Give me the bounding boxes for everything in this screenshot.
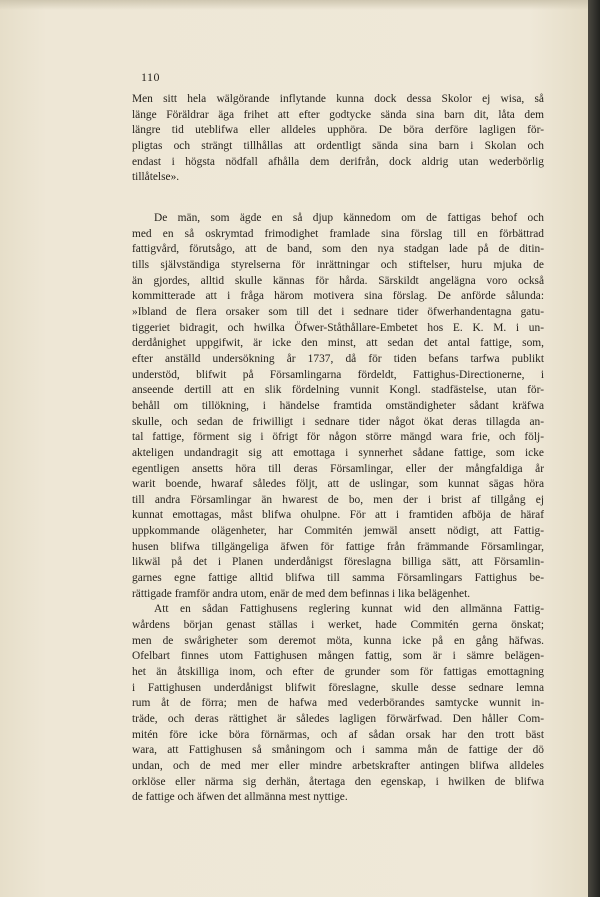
text-line: de fattige och äfwen det allmänna mest nyttige.: [132, 791, 348, 804]
text-line: tills självständiga styrelserna för inrättningar och stiftelser, huru mjuka de: [132, 258, 544, 271]
paragraph-2: [132, 211, 544, 806]
text-line: De män, som ägde en så djup kännedom om de fattigas behof och: [154, 212, 544, 224]
text-line: husen blifwa tillgängeliga äfwen för fattige från främmande Församlingar,: [132, 540, 544, 553]
text-line: rättigade framför andra utom, enär de med dem befinnas i lika belägenhet.: [132, 587, 471, 600]
text-line: men de swårigheter som deremot möta, kunna icke på en gång häfwas.: [132, 634, 544, 647]
text-line: tillåtelse».: [132, 171, 180, 184]
text-line: derdånighet uppgifwit, är icke den minst, att sedan det antal fattige, som,: [132, 337, 544, 350]
paragraph-1: [132, 92, 544, 186]
text-line: wara, att Fattighusen så småningom och i samma mån de fattige der dö: [132, 744, 544, 757]
text-line: fattigvård, förutsågo, att de band, som den nya stadgan lade på de ditin-: [132, 243, 544, 256]
text-line: endast i högsta nödfall afhålla dem derifrån, dock aldrig utan wederbörlig: [132, 155, 544, 168]
text-line: Men sitt hela wälgörande inflytande kunna dock dessa Skolor ej wisa, så: [132, 93, 544, 105]
text-line: längre tid uteblifwa eller alldeles upphöra. De böra derföre lagligen för-: [132, 124, 544, 137]
text-line: wårdens början genast ställas i werket, hade Commitén gerna önskat;: [132, 619, 544, 632]
page-top-shadow: [0, 0, 588, 10]
page-number: 110: [141, 70, 161, 84]
text-line: het än åtskilliga inom, och efter de grunder som för fattigas emottagning: [132, 666, 544, 679]
text-line: kunnat emottagas, måst blifwa ohulpne. För att i framtiden afböja de häraf: [132, 509, 544, 522]
text-line: länge Föräldrar äga frihet att efter godtycke sända sina barn dit, låta dem: [132, 108, 544, 121]
text-line: garnes egne fattige alltid blifwa till samma Församlingars Fattighus be-: [132, 572, 544, 585]
text-line: Ofelbart finnes utom Fattighusen mången fattig, som är i sämre belägen-: [132, 650, 544, 663]
text-line: träde, och deras rättighet är således lagligen förwärfwad. Den håller Com-: [132, 713, 544, 725]
text-line: tal fattige, förment sig i öfrigt för någon större mängd wara frie, och följ-: [132, 431, 544, 444]
text-line: anseende dertill att en slik fördelning vunnit Kongl. stadfästelse, utan för-: [132, 384, 544, 397]
text-line: med en så oskrymtad frimodighet framlade sina förslag till en förbättrad: [132, 227, 544, 240]
text-line: än gjordes, alltid skulle kännas för hårda. Särskildt angelägna voro också: [132, 274, 544, 287]
text-line: skulle, och sedan de friwilligt i sednare tider något ökat deras tillagda an-: [132, 415, 544, 428]
text-line: tiggeriet bidragit, och hwilka Öfwer-Ståthållare-Embetet hos E. K. M. i un-: [132, 321, 544, 334]
text-line: mitén före icke böra förnärmas, och af sådan orsak har den trott bäst: [132, 728, 544, 741]
text-line: »Ibland de flera orsaker som till det i sednare tider öfwerhandentagna gatu-: [132, 305, 544, 318]
text-line: i Fattighusen underdånigst blifwit föreslagne, skulle desse sednare lemna: [132, 681, 544, 694]
text-line: orklöse eller närma sig derhän, återtaga den egenskap, i hwilken de blifwa: [132, 775, 544, 788]
text-line: warit boende, hwaraf således följt, att de uslingar, som kunnat sägas höra: [132, 478, 544, 491]
text-line: uppkommande olägenheter, har Commitén jemwäl ansett nödigt, att Fattig-: [132, 525, 544, 538]
text-line: till andra Församlingar än hwarest de bo, men der i brist af tillgång ej: [132, 493, 544, 506]
text-line: understöd, blifwit på Församlingarna fördeldt, Fattighus-Directionerne, i: [132, 368, 544, 381]
text-line: egentligen ansetts höra till deras Församlingar, eller der mångfaldiga år: [132, 462, 544, 475]
text-line: kommitterade att i fråga härom motivera sina förslag. De anförde sålunda:: [132, 290, 544, 303]
text-line: likwäl på det i Planen underdånigst föreslagna billiga sätt, att Församlin-: [132, 556, 544, 569]
text-line: rum åt de förra; men de hafwa med vederbörandes samtycke wunnit in-: [132, 697, 544, 710]
text-line: undan, och de med mer eller mindre arbetskrafter antingen blifwa alldeles: [132, 759, 544, 772]
text-line: efter anställd undersökning år 1737, då för tiden befans tarfwa publikt: [132, 352, 544, 365]
text-line: behåll om tillökning, i händelse framtida omständigheter sådant kräfwa: [132, 399, 544, 412]
text-line: pligtas och strängt tillhållas att ordentligt sända sina barn i Skolan och: [132, 139, 544, 152]
text-line: akteligen undandragit sig att emottaga i synnerhet sådane fattige, som icke: [132, 446, 544, 459]
scan-edge-shadow: [588, 0, 600, 897]
text-line: Att en sådan Fattighusens reglering kunnat wid den allmänna Fattig-: [154, 603, 544, 616]
